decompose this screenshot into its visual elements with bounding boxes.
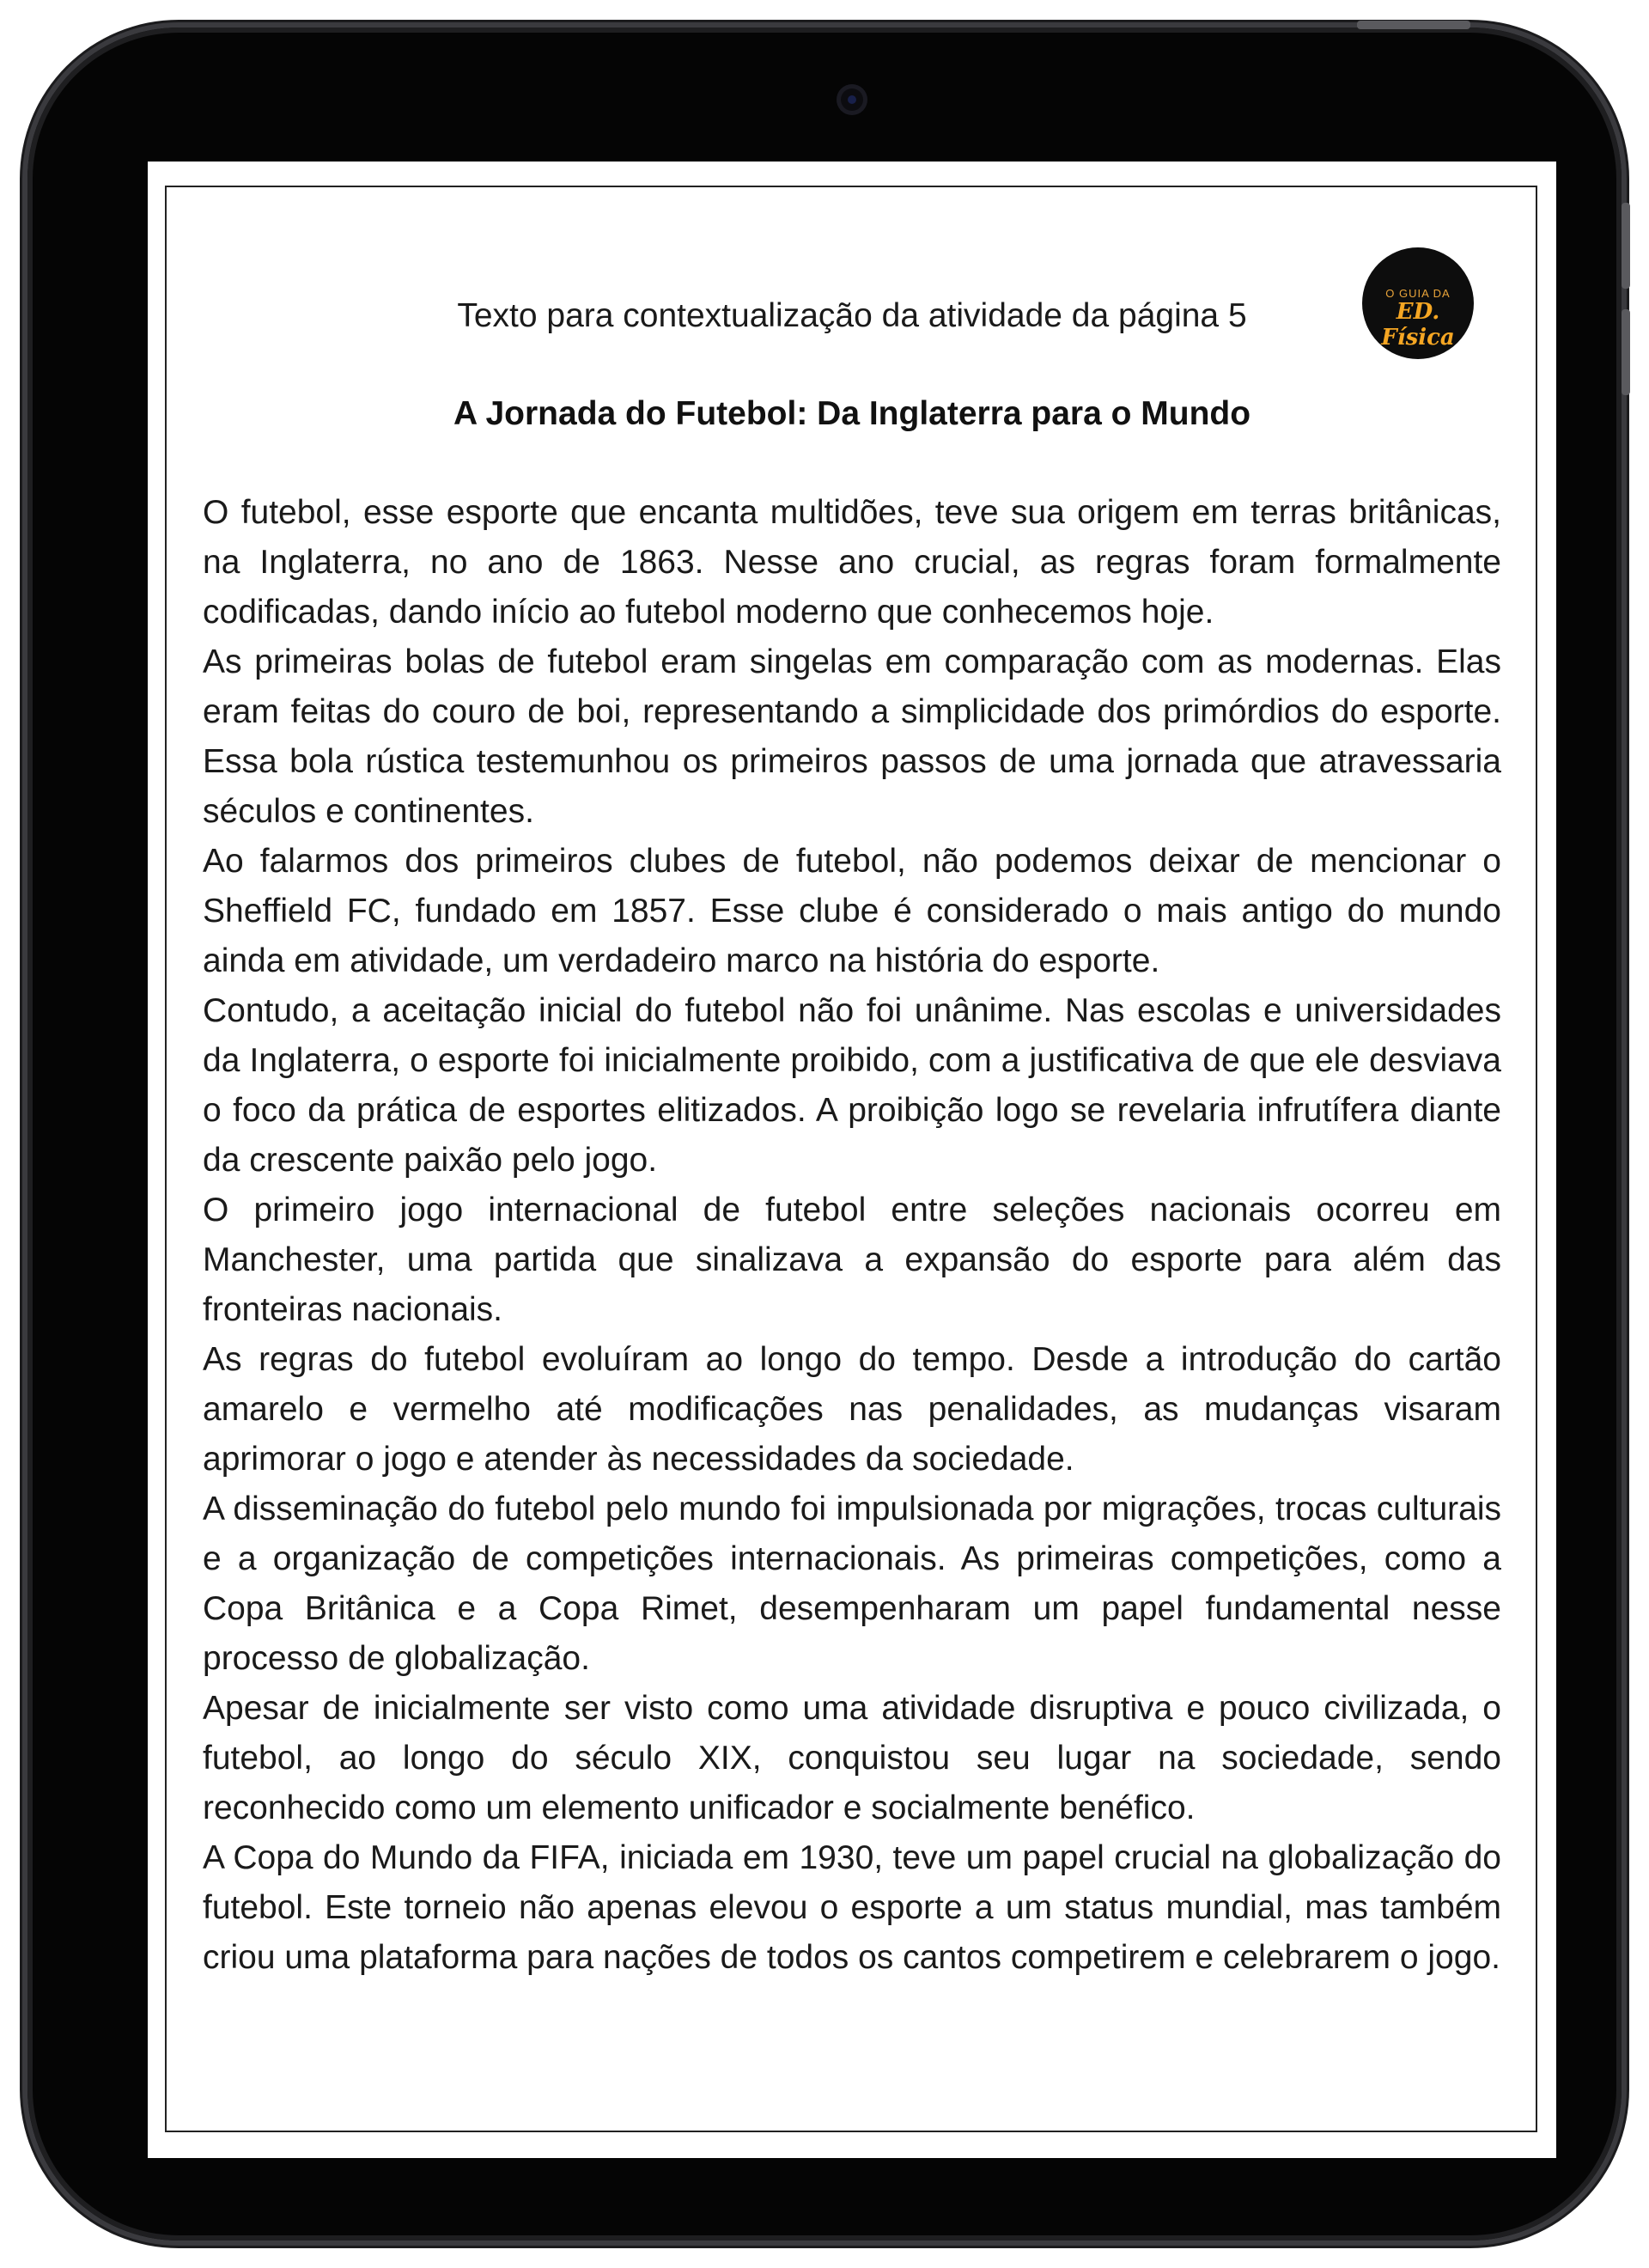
paragraph: O primeiro jogo internacional de futebol entre seleções nacionais ocorreu em Manchester, uma partida que sinalizava a expansão do esporte para além das fronteiras nacionais.	[203, 1192, 1501, 1328]
document-title: A Jornada do Futebol: Da Inglaterra para o Mundo	[453, 395, 1251, 432]
paragraph: Apesar de inicialmente ser visto como uma atividade disruptiva e pouco civilizada, o futebol, ao longo do século XIX, conquistou seu lugar na sociedade, sendo reconhecido como um elemento unificador e socialmente benéfico.	[203, 1690, 1501, 1826]
logo-main-text: ED. Física	[1381, 299, 1455, 351]
logo-top-text: O GUIA DA	[1385, 287, 1451, 300]
paragraph: As primeiras bolas de futebol eram singelas em comparação com as modernas. Elas eram feitas do couro de boi, representando a simplicidade dos primórdios do esporte. Essa bola rústica testemunhou os primeiros passos de uma jornada que atravessaria séculos e continentes.	[203, 643, 1501, 830]
top-power-button	[1357, 21, 1470, 29]
paragraph: Contudo, a aceitação inicial do futebol não foi unânime. Nas escolas e universidades da Inglaterra, o esporte foi inicialmente proibido, com a justificativa de que ele desviava o foco da prática de esportes elitizados. A proibição logo se revelaria infrutífera diante da crescente paixão pelo jogo.	[203, 992, 1501, 1179]
document-subtitle: Texto para contextualização da atividade da página 5	[457, 297, 1247, 334]
volume-up-button	[1622, 203, 1630, 289]
volume-down-button	[1622, 309, 1630, 395]
document-body	[203, 488, 1501, 1983]
paragraph: O futebol, esse esporte que encanta multidões, teve sua origem em terras britânicas, na Inglaterra, no ano de 1863. Nesse ano crucial, as regras foram formalmente codificadas, dando início ao futebol moderno que conhecemos hoje.	[203, 494, 1501, 631]
paragraph: A Copa do Mundo da FIFA, iniciada em 1930, teve um papel crucial na globalização do futebol. Este torneio não apenas elevou o esporte a um status mundial, mas também criou uma plataforma para nações de todos os cantos competirem e celebrarem o jogo.	[203, 1839, 1501, 1976]
paragraph: A disseminação do futebol pelo mundo foi impulsionada por migrações, trocas culturais e a organização de competições internacionais. As primeiras competições, como a Copa Britânica e a Copa Rimet, desempenharam um papel fundamental nesse processo de globalização.	[203, 1491, 1501, 1677]
paragraph: As regras do futebol evoluíram ao longo do tempo. Desde a introdução do cartão amarelo e vermelho até modificações nas penalidades, as mudanças visaram aprimorar o jogo e atender às necessidades da sociedade.	[203, 1341, 1501, 1478]
tablet-screen	[148, 162, 1556, 2158]
tablet-device	[27, 27, 1622, 2241]
paragraph: Ao falarmos dos primeiros clubes de futebol, não podemos deixar de mencionar o Sheffield FC, fundado em 1857. Esse clube é considerado o mais antigo do mundo ainda em atividade, um verdadeiro marco na história do esporte.	[203, 843, 1501, 979]
front-camera	[837, 84, 867, 115]
